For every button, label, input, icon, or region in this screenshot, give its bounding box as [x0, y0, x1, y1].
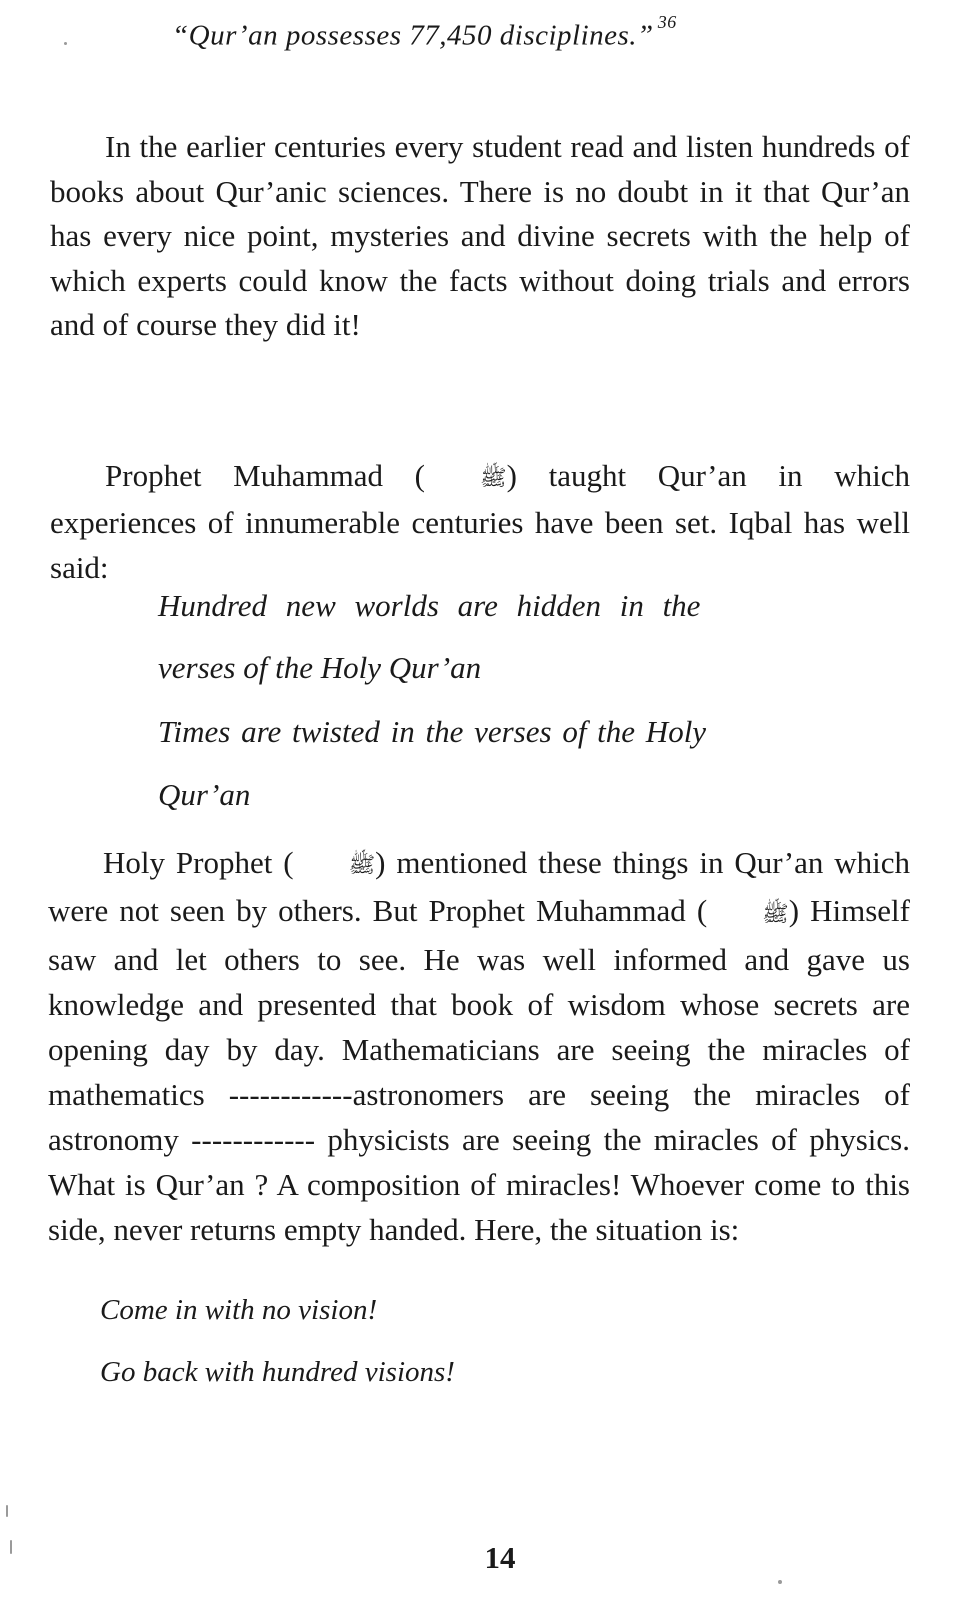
scan-speck — [6, 1505, 8, 1517]
iqbal-verse-line-4: Qur’an — [158, 777, 251, 812]
paragraph-3-text-a: Holy Prophet ( — [103, 845, 294, 880]
scan-speck — [778, 1580, 782, 1584]
scan-speck — [64, 42, 67, 45]
iqbal-verse-line-1: Hundred new worlds are hidden in the — [158, 588, 701, 623]
paragraph-2-text-b: ) taught Qur’an in which experiences of innumerable centuries have been set. Iqbal has well said: — [50, 458, 910, 585]
top-quote — [172, 12, 677, 53]
paragraph-3-text-c: ) Himself saw and let others to see. He was well informed and gave us knowledge and presented that book of wisdom whose secrets are opening day by day. Mathematicians are seeing the miracles of mathematics ------------astronomers are seeing the miracles of astronomy ------------ physicists are seeing the miracles of physics. What is Qur’an ? A composition of miracles! Whoever come to this side, never returns empty handed. Here, the situation is: — [48, 893, 910, 1247]
closing-verse-line-1: Come in with no vision! — [100, 1294, 378, 1326]
footnote-marker: 36 — [657, 12, 677, 32]
top-quote-text: “Qur’an possesses 77,450 disciplines.” — [172, 19, 654, 52]
iqbal-verse-line-2: verses of the Holy Qur’an — [158, 650, 482, 685]
closing-verse-line-2: Go back with hundred visions! — [100, 1356, 455, 1388]
iqbal-verse-line-3: Times are twisted in the verses of the Holy — [158, 714, 707, 749]
paragraph-2-text-a: Prophet Muhammad ( — [105, 458, 425, 493]
pbuh-symbol: ﷺ — [479, 465, 507, 491]
paragraph-prophet-taught — [50, 454, 910, 590]
pbuh-symbol: ﷺ — [348, 853, 376, 879]
paragraph-holy-prophet — [48, 840, 910, 1252]
paragraph-3-text-b: ) mentioned these things in Qur’an which were not seen by others. But Prophet Muhammad ( — [48, 845, 910, 929]
page-number: 14 — [484, 1540, 516, 1575]
pbuh-symbol: ﷺ — [762, 901, 789, 927]
scan-speck — [10, 1540, 12, 1554]
paragraph-earlier-centuries: In the earlier centuries every student read and listen hundreds of books about Qur’anic sciences. There is no doubt in it that Qur’an has every nice point, mysteries and divine secrets with the help of which experts could know the facts without doing trials and errors and of course they did it! — [50, 129, 910, 342]
